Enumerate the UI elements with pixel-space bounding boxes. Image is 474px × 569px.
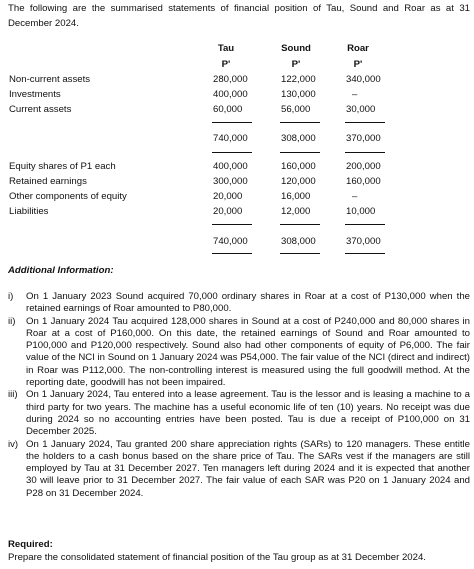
cell-value: 20,000 xyxy=(213,191,243,202)
rule-line xyxy=(345,224,385,225)
note-marker: i) xyxy=(8,291,14,302)
column-unit-sound: P' xyxy=(291,59,301,70)
cell-value: 10,000 xyxy=(346,206,376,217)
cell-value: – xyxy=(352,191,358,202)
cell-value: 122,000 xyxy=(281,74,316,85)
rule-line xyxy=(212,224,252,225)
required-heading: Required: xyxy=(8,539,53,550)
note-item xyxy=(8,439,470,500)
equity-total-sound: 308,000 xyxy=(281,236,316,247)
cell-value: 400,000 xyxy=(213,89,248,100)
assets-total-tau: 740,000 xyxy=(213,133,248,144)
rule-line xyxy=(345,253,385,254)
rule-line xyxy=(280,253,320,254)
cell-value: 60,000 xyxy=(213,104,243,115)
cell-value: 56,000 xyxy=(281,104,311,115)
assets-total-sound: 308,000 xyxy=(281,133,316,144)
row-label-current-assets: Current assets xyxy=(9,104,72,115)
row-label-other-components: Other components of equity xyxy=(9,191,127,202)
note-marker: iii) xyxy=(8,389,18,401)
column-header-roar: Roar xyxy=(347,43,369,54)
cell-value: 400,000 xyxy=(213,161,248,172)
equity-total-tau: 740,000 xyxy=(213,236,248,247)
rule-line xyxy=(280,152,320,153)
rule-line xyxy=(280,122,320,123)
cell-value: 20,000 xyxy=(213,206,243,217)
required-text: Prepare the consolidated statement of financial position of the Tau group as at 31 December 2024. xyxy=(8,552,426,563)
row-label-non-current-assets: Non-current assets xyxy=(9,74,91,85)
row-label-investments: Investments xyxy=(9,89,61,100)
cell-value: 300,000 xyxy=(213,176,248,187)
rule-line xyxy=(345,152,385,153)
cell-value: 30,000 xyxy=(346,104,376,115)
additional-info-heading: Additional Information: xyxy=(8,265,114,276)
cell-value: 12,000 xyxy=(281,206,311,217)
equity-total-roar: 370,000 xyxy=(346,236,381,247)
column-header-sound: Sound xyxy=(281,43,311,54)
cell-value: – xyxy=(352,89,358,100)
cell-value: 120,000 xyxy=(281,176,316,187)
note-text: On 1 January 2024, Tau granted 200 share appreciation rights (SARs) to 120 managers. These entitle the holders to a cash bonus based on the share price of Tau. The SARs vest if the managers are still employed by Tau at 31 December 2027. Ten managers left during 2024 and it is expected that another 30 will leave prior to 31 December 2027. The fair value of each SAR was P20 on 1 January 2024 and P28 on 31 December 2024. xyxy=(26,438,470,499)
rule-line xyxy=(212,152,252,153)
row-label-equity-shares: Equity shares of P1 each xyxy=(9,161,116,172)
note-item xyxy=(8,389,470,438)
notes-list xyxy=(8,291,470,500)
column-unit-roar: P' xyxy=(353,59,363,70)
cell-value: 160,000 xyxy=(346,176,381,187)
row-label-liabilities: Liabilities xyxy=(9,206,49,217)
rule-line xyxy=(280,224,320,225)
column-header-tau: Tau xyxy=(217,43,235,54)
rule-line xyxy=(212,253,252,254)
intro-paragraph: The following are the summarised statements of financial position of Tau, Sound and Roar as at 31 December 2024. xyxy=(8,3,470,29)
rule-line xyxy=(212,122,252,123)
cell-value: 130,000 xyxy=(281,89,316,100)
note-text: On 1 January 2024, Tau entered into a lease agreement. Tau is the lessor and is leasing a machine to a third party for two years. The machine has a useful economic life of ten (10) years. No receipt was due during 2024 so no accounting entries have been posted. Tau is due a receipt of P100,000 on 31 December 2025. xyxy=(26,389,470,438)
cell-value: 200,000 xyxy=(346,161,381,172)
assets-total-roar: 370,000 xyxy=(346,133,381,144)
cell-value: 340,000 xyxy=(346,74,381,85)
cell-value: 280,000 xyxy=(213,74,248,85)
note-text: On 1 January 2023 Sound acquired 70,000 ordinary shares in Roar at a cost of P130,000 when the retained earnings of Roar amounted to P80,000. xyxy=(26,291,470,315)
note-text: On 1 January 2024 Tau acquired 128,000 shares in Sound at a cost of P240,000 and 80,000 shares in Roar at a cost of P160,000. On this date, the retained earnings of Sound and Roar amounted to P100,000 and P120,000 respectively. Sound also had other components of equity of P6,000. The fair value of the NCI in Sound on 1 January 2024 was P54,000. The fair value of the NCI (direct and indirect) in Roar was P112,000. The non-controlling interest is measured using the full goodwill method. At the reporting date, goodwill has not been impaired. xyxy=(26,315,470,389)
rule-line xyxy=(345,122,385,123)
note-item xyxy=(8,291,470,316)
note-marker: ii) xyxy=(8,315,16,327)
cell-value: 160,000 xyxy=(281,161,316,172)
column-unit-tau: P' xyxy=(221,59,231,70)
row-label-retained-earnings: Retained earnings xyxy=(9,176,87,187)
cell-value: 16,000 xyxy=(281,191,311,202)
note-marker: iv) xyxy=(8,438,19,450)
note-item xyxy=(8,316,470,390)
